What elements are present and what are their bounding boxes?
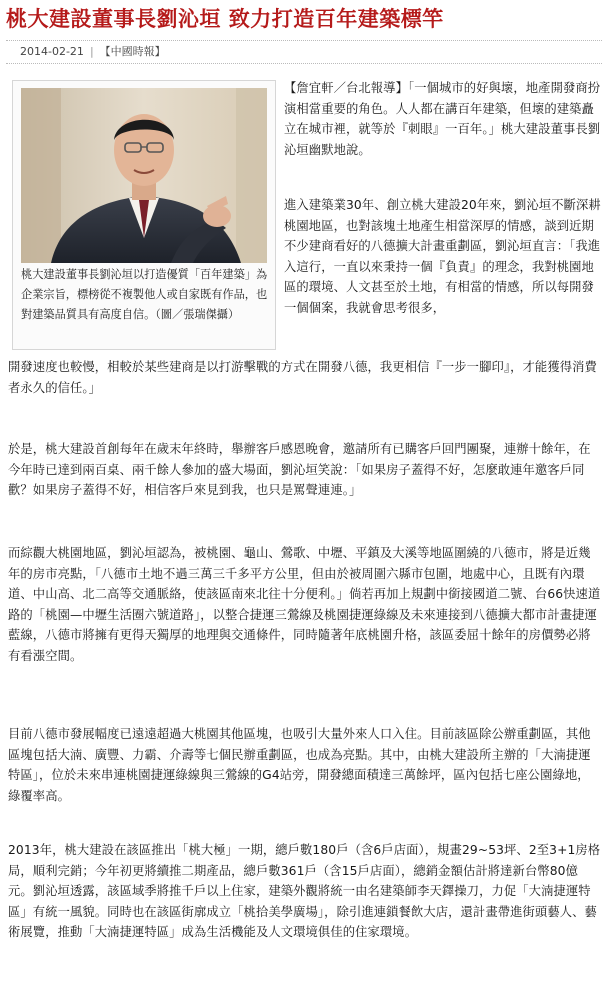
article-date: 2014-02-21: [20, 45, 84, 58]
meta-separator: |: [89, 45, 94, 58]
article-source: 【中國時報】: [99, 45, 166, 58]
paragraph-4: [8, 543, 602, 667]
paragraph-1: [284, 78, 602, 160]
paragraph-text: 2013年，桃大建設在該區推出「桃大極」一期，總戶數180戶（含6戶店面），規畫29~53坪、2至3+1房格局，順利完銷；今年初更將續推二期產品，總戶數361戶（含15戶店面），總銷金額估計將達新台幣80億元。劉沁垣透露，該區域季將推千戶以上住家，建築外觀將統一由名建築師李天鐸操刀，力促「大湳捷運特區」有統一風貌。同時也在該區街廓成立「桃拾美學廣場」，除引進連鎖餐飲大店，還計畫帶進街頭藝人、藝術展覽，推動「大湳捷運特區」成為生活機能及人文環境俱佳的住家環境。: [8, 843, 601, 940]
photo-image: [21, 88, 267, 263]
paragraph-6: [8, 840, 602, 943]
photo-caption: 桃大建設董事長劉沁垣以打造優質「百年建築」為企業宗旨，標榜從不複製他人或自家既有作品，也對建築品質具有高度自信。（圖／張瑞傑攝）: [21, 268, 268, 321]
article-meta: [6, 40, 602, 64]
photo-figure: [12, 80, 276, 350]
paragraph-text: 開發速度也較慢，相較於某些建商是以打游擊戰的方式在開發八德，我更相信『一步一腳印』，才能獲得消費者永久的信任。」: [8, 360, 597, 395]
paragraph-2-bottom: [8, 357, 602, 398]
paragraph-text: 【詹宜軒／台北報導】「一個城市的好與壞，地產開發商扮演相當重要的角色。人人都在講百年建築，但壞的建築矗立在城市裡，就等於『刺眼』一百年。」桃大建設董事長劉沁垣幽默地說。: [284, 81, 601, 157]
paragraph-text: 進入建築業30年、創立桃大建設20年來，劉沁垣不斷深耕桃園地區，也對該塊土地產生相當深厚的情感，談到近期不少建商看好的八德擴大計畫重劃區，劉沁垣直言：「我進入這行，一直以來秉持一個『負責』的理念，我對桃園地區的環境、人文甚至於土地，有相當的情感，所以每開發一個個案，我就會思考很多，: [284, 198, 601, 315]
article-title: 桃大建設董事長劉沁垣 致力打造百年建築標竿: [6, 7, 444, 31]
paragraph-3: [8, 439, 602, 501]
paragraph-text: 於是，桃大建設首創每年在歲末年終時，舉辦客戶感恩晚會，邀請所有已購客戶回門團聚，連辦十餘年，在今年時已達到兩百桌、兩千餘人參加的盛大場面，劉沁垣笑說：「如果房子蓋得不好，怎麼敢連年邀客戶同歡？如果房子蓋得不好，相信客戶來見到我，也只是罵聲連連。」: [8, 442, 591, 498]
paragraph-text: 目前八德市發展幅度已遠遠超過大桃園其他區塊，也吸引大量外來人口入住。目前該區除公辦重劃區，其他區塊包括大湳、廣豐、力霸、介壽等七個民辦重劃區，也成為亮點。其中，由桃大建設所主辦的「大湳捷運特區」，位於未來串連桃園捷運綠線與三鶯線的G4站旁，開發總面積達三萬餘坪，區內包括七座公園綠地，綠覆率高。: [8, 727, 591, 803]
paragraph-5: [8, 724, 602, 806]
paragraph-text: 而綜觀大桃園地區，劉沁垣認為，被桃園、龜山、鶯歌、中壢、平鎮及大溪等地區圍繞的八德市，將是近幾年的房市亮點，「八德市土地不過三萬三千多平方公里，但由於被周圍六縣市包圍，地處中心，且既有內環道、中山高、北二高等交通脈絡，使該區南來北往十分便利。」倘若再加上規劃中銜接國道二號、台66快速道路的「桃園—中壢生活圈六號道路」，以整合捷運三鶯線及桃園捷運綠線及未來連接到八德擴大都市計畫捷運藍線，八德市將擁有更得天獨厚的地理與交通條件，同時隨著年底桃園升格，該區委屈十餘年的房價勢必將有看漲空間。: [8, 546, 601, 663]
paragraph-2-top: [284, 195, 602, 319]
